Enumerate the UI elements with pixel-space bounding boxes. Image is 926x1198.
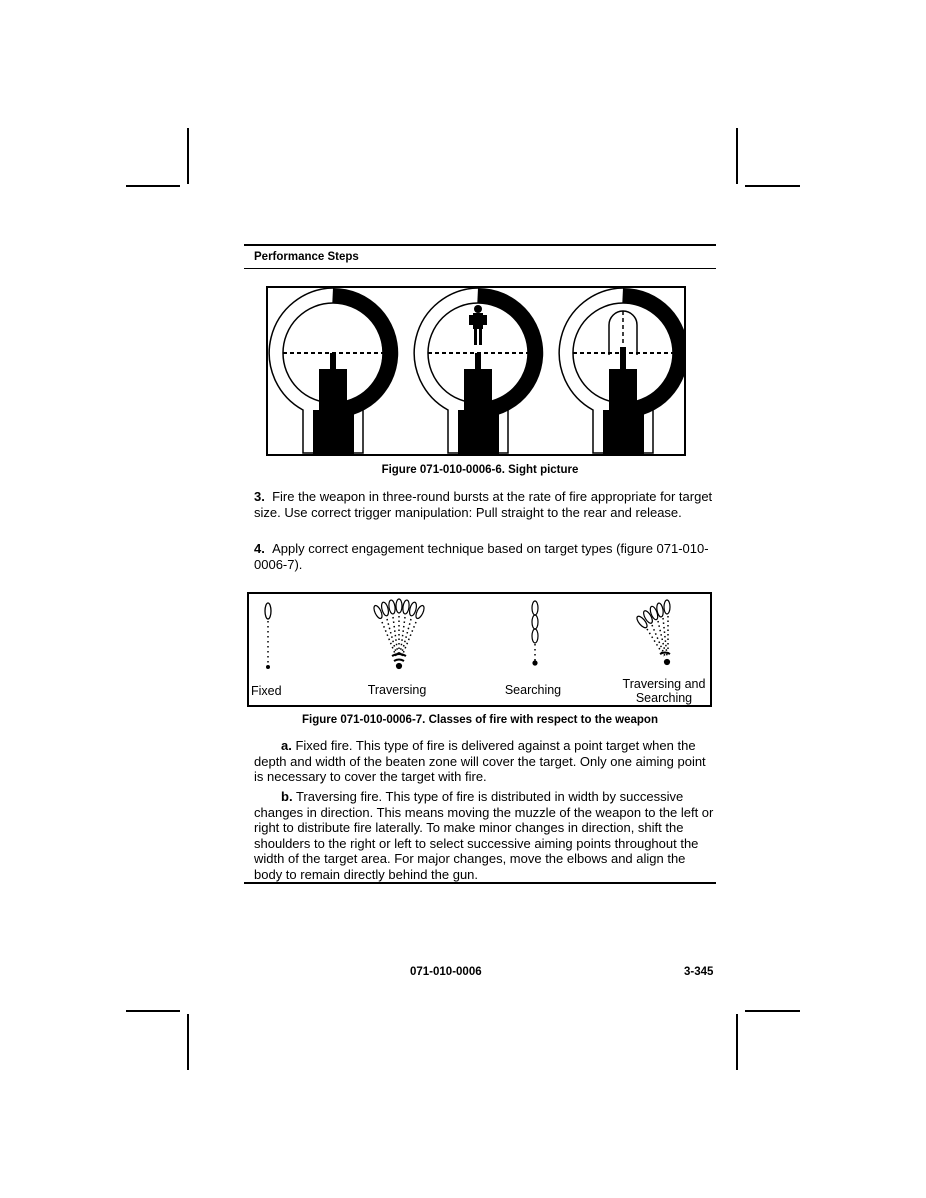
crop-mark-top-right-horizontal xyxy=(745,185,800,187)
sight-label-b: B xyxy=(472,443,481,457)
step-3-text: Fire the weapon in three-round bursts at the rate of fire appropriate for target size. Use correct trigger manipulation: Pull straight to the rear and release. xyxy=(254,489,713,520)
footer-task-number: 071-010-0006 xyxy=(410,966,482,978)
substep-b-letter: b. xyxy=(281,789,293,804)
substep-a-letter: a. xyxy=(281,738,292,753)
sight-a xyxy=(269,288,398,454)
sight-label-c: C xyxy=(617,443,626,457)
fire-label-traversing: Traversing xyxy=(367,683,427,697)
crop-mark-bottom-right-vertical xyxy=(736,1014,738,1070)
searching-fire-pattern xyxy=(532,601,538,665)
sight-label-a: A xyxy=(327,443,336,457)
crop-mark-top-right-vertical xyxy=(736,128,738,184)
substep-b xyxy=(254,789,716,883)
sight-b xyxy=(414,288,543,454)
fixed-fire-pattern xyxy=(265,603,271,669)
crop-mark-top-left-vertical xyxy=(187,128,189,184)
fire-label-traversing-and-searching: Traversing and Searching xyxy=(622,677,706,705)
section-heading: Performance Steps xyxy=(254,251,359,263)
fire-label-fixed: Fixed xyxy=(251,684,282,698)
step-4-number: 4. xyxy=(254,541,265,556)
traversing-and-searching-fire-pattern xyxy=(635,600,670,665)
crop-mark-bottom-left-horizontal xyxy=(126,1010,180,1012)
crop-mark-top-left-horizontal xyxy=(126,185,180,187)
content-bottom-rule xyxy=(244,882,716,884)
sight-picture-diagram xyxy=(268,288,684,454)
traversing-fire-pattern xyxy=(372,599,425,669)
crop-mark-bottom-right-horizontal xyxy=(745,1010,800,1012)
step-4-text: Apply correct engagement technique based on target types (figure 071-010-0006-7). xyxy=(254,541,709,572)
header-top-rule xyxy=(244,244,716,246)
figure-7-caption: Figure 071-010-0006-7. Classes of fire with respect to the weapon xyxy=(302,714,658,726)
figure-6-caption: Figure 071-010-0006-6. Sight picture xyxy=(381,464,579,476)
substep-a xyxy=(254,738,716,785)
step-3-number: 3. xyxy=(254,489,265,504)
fire-label-searching: Searching xyxy=(504,683,562,697)
footer-page-number: 3-345 xyxy=(684,966,714,978)
sight-c xyxy=(559,288,684,454)
substep-a-text: Fixed fire. This type of fire is delivered against a point target when the depth and width of the beaten zone will cover the target. Only one aiming point is necessary to cover the target with fire. xyxy=(254,738,706,785)
header-bottom-rule xyxy=(244,268,716,269)
crop-mark-bottom-left-vertical xyxy=(187,1014,189,1070)
sight-picture-figure xyxy=(266,286,686,456)
substep-b-text: Traversing fire. This type of fire is distributed in width by successive changes in direction. This means moving the muzzle of the weapon to the left or right to distribute fire laterally. To make minor changes in direction, shift the shoulders to the right or left to select successive aiming points throughout the width of the target area. For major changes, move the elbows and align the body to remain directly behind the gun. xyxy=(254,789,714,882)
step-4 xyxy=(254,541,716,572)
step-3 xyxy=(254,489,716,520)
